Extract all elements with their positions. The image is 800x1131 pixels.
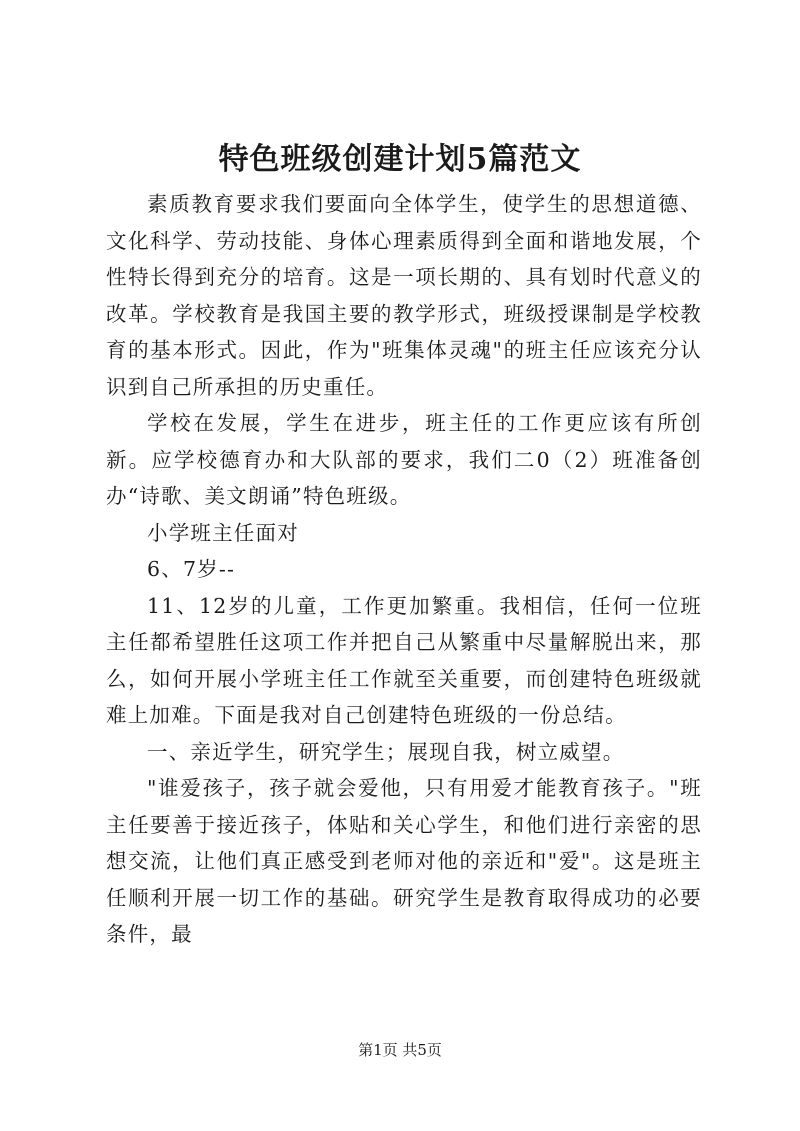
- paragraph-children-work: 11、12岁的儿童，工作更加繁重。我相信，任何一位班主任都希望胜任这项工作并把自己从繁重中尽量解脱出来，那么，如何开展小学班主任工作就至关重要，而创建特色班级就难上加难。下面是我对自己创建特色班级的一份总结。: [106, 593, 702, 727]
- paragraph-love-children: "谁爱孩子，孩子就会爱他，只有用爱才能教育孩子。"班主任要善于接近孩子，体贴和关心学生，和他们进行亲密的思想交流，让他们真正感受到老师对他的亲近和"爱"。这是班主任顺利开展一切工作的基础。研究学生是教育取得成功的必要条件，最: [106, 776, 702, 946]
- paragraph-development: 学校在发展，学生在进步，班主任的工作更应该有所创新。应学校德育办和大队部的要求，我们二0（2）班准备创办“诗歌、美文朗诵”特色班级。: [106, 411, 702, 508]
- paragraph-teacher-facing: 小学班主任面对: [147, 520, 299, 545]
- paragraph-intro: 素质教育要求我们要面向全体学生，使学生的思想道德、文化科学、劳动技能、身体心理素质得到全面和谐地发展，个性特长得到充分的培育。这是一项长期的、具有划时代意义的改革。学校教育是我国主要的教学形式，班级授课制是学校教育的基本形式。因此，作为"班集体灵魂"的班主任应该充分认识到自己所承担的历史重任。: [106, 192, 702, 399]
- document-body: [106, 186, 702, 953]
- section-heading-one: 一、亲近学生，研究学生；展现自我，树立威望。: [147, 739, 625, 764]
- document-title: 特色班级创建计划5篇范文: [218, 142, 582, 177]
- page-number-footer: 第1页 共5页: [358, 1041, 442, 1059]
- paragraph-age-range: 6、7岁--: [147, 557, 236, 581]
